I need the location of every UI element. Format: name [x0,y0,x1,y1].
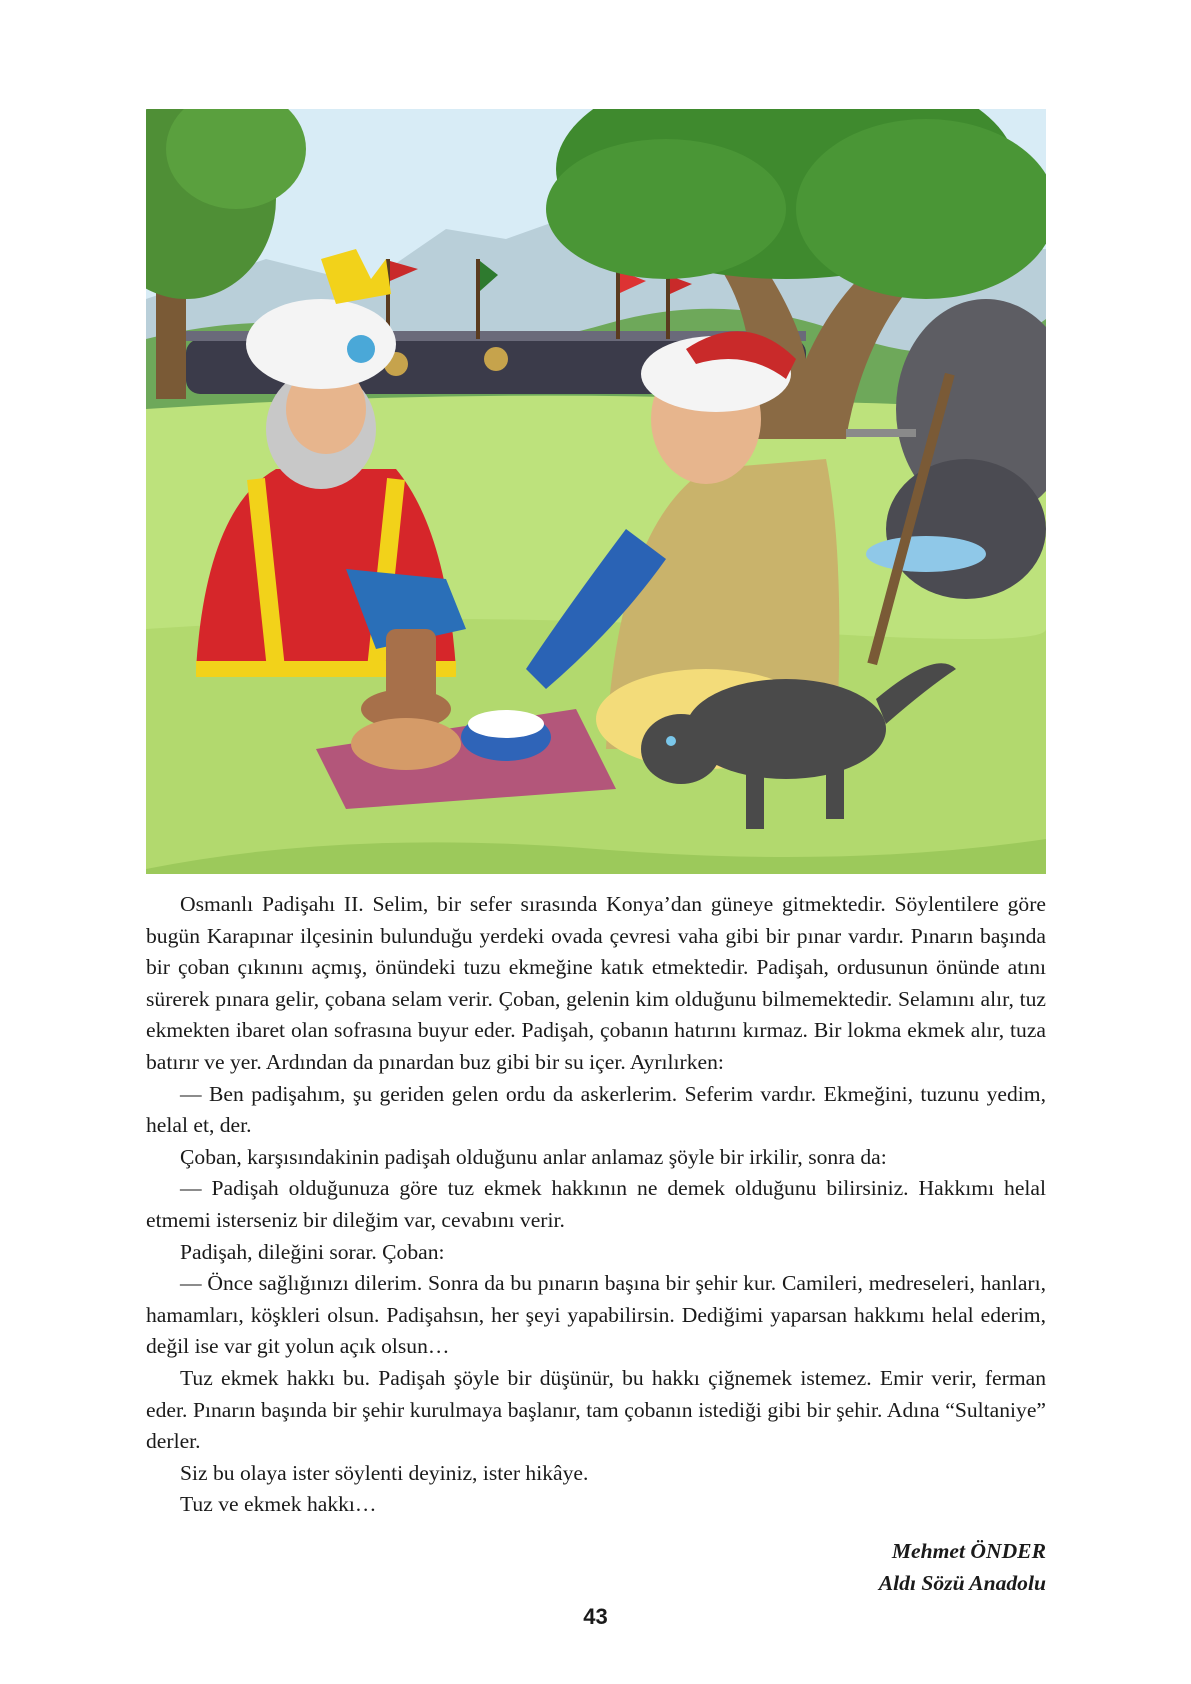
story-paragraph: Çoban, karşısındakinin padişah olduğunu anlar anlamaz şöyle bir irkilir, sonra da: [180,1144,887,1169]
illustration-scene [146,109,1046,874]
story-paragraph: Tuz ve ekmek hakkı… [180,1492,377,1517]
story-text [146,889,1046,1521]
author-name: Mehmet ÖNDER [891,1539,1046,1563]
story-illustration [146,109,1046,874]
story-paragraph: — Önce sağlığınızı dilerim. Sonra da bu pınarın başına bir şehir kur. Camileri, medreseleri, hanları, hamamları, köşkleri olsun. Padişahsın, her şeyi yapabilirsin. Dediğimi yaparsan hakkımı helal ederim, değil ise var git yolun açık olsun… [146,1271,1046,1359]
source-title: Aldı Sözü Anadolu [878,1571,1046,1595]
credits [879,1535,1046,1599]
story-paragraph: Osmanlı Padişahı II. Selim, bir sefer sırasında Konya’dan güneye gitmektedir. Söylentilere göre bugün Karapınar ilçesinin bulunduğu yerdeki ovada çevresi vaha gibi bir pınar vardır. Pınarın başında bir çoban çıkınını açmış, önündeki tuzu ekmeğine katık etmektedir. Padişah, ordusunun önünde atını sürerek pınara gelir, çobana selam verir. Çoban, gelenin kim olduğunu bilmemektedir. Selamını alır, tuz ekmekten ibaret olan sofrasına buyur eder. Padişah, çobanın hatırını kırmaz. Bir lokma ekmek alır, tuza batırır ve yer. Ardından da pınardan buz gibi bir su içer. Ayrılırken: [146,892,1046,1074]
story-paragraph: — Ben padişahım, şu geriden gelen ordu da askerlerim. Seferim vardır. Ekmeğini, tuzunu yedim, helal et, der. [146,1081,1046,1138]
story-paragraph: Siz bu olaya ister söylenti deyiniz, ister hikâye. [180,1460,589,1485]
story-paragraph: Tuz ekmek hakkı bu. Padişah şöyle bir düşünür, bu hakkı çiğnemek istemez. Emir verir, ferman eder. Pınarın başında bir şehir kurulmaya başlanır, tam çobanın istediği gibi bir şehir. Adına “Sultaniye” derler. [146,1365,1046,1454]
story-paragraph: Padişah, dileğini sorar. Çoban: [180,1239,445,1264]
page-number: 43 [583,1604,608,1629]
story-paragraph: — Padişah olduğunuza göre tuz ekmek hakkının ne demek olduğunu bilirsiniz. Hakkımı helal etmemi isterseniz bir dileğim var, cevabını verir. [146,1176,1046,1232]
